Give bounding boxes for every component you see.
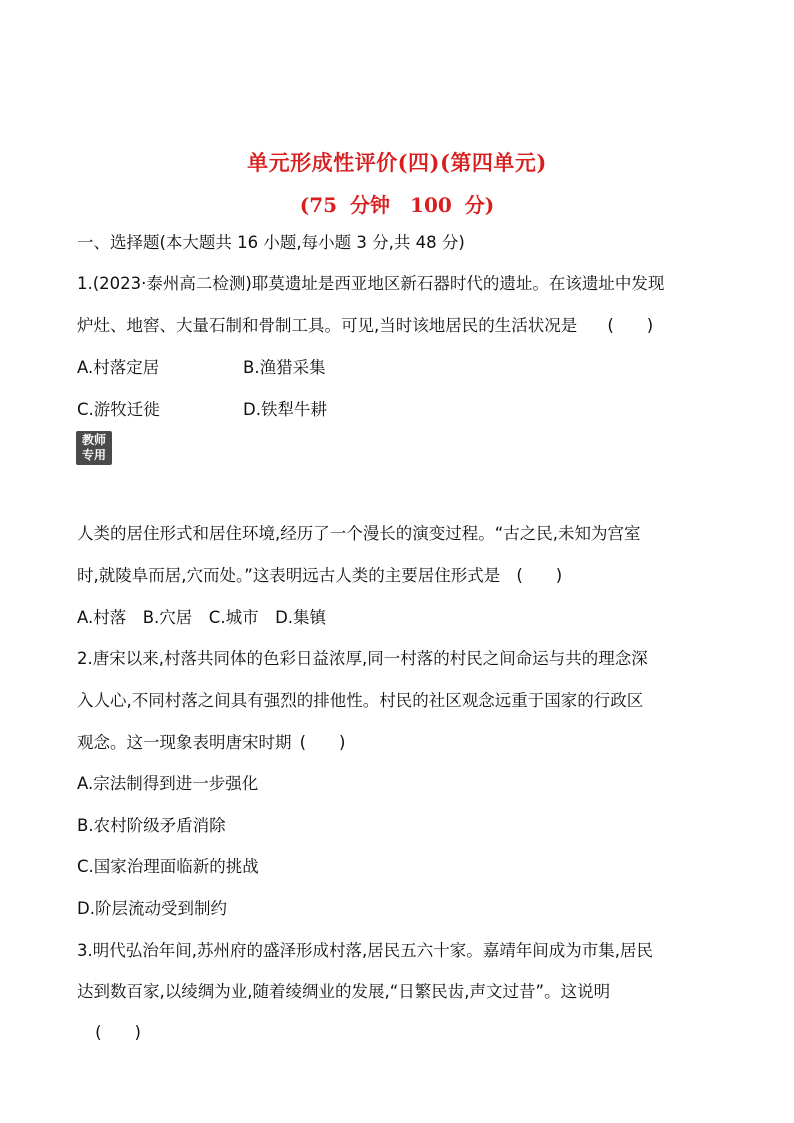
- q1-stem-line2: [77, 315, 653, 337]
- teacher-only-badge: [76, 431, 112, 465]
- q2-stem-text: 观念。这一现象表明唐宋时期: [77, 733, 292, 752]
- extra-stem-line2: [77, 565, 562, 587]
- q1-stem-text: 炉灶、地窖、大量石制和骨制工具。可见,当时该地居民的生活状况是: [77, 316, 578, 335]
- extra-stem-line1: 人类的居住形式和居住环境,经历了一个漫长的演变过程。“古之民,未知为宫室: [77, 524, 641, 543]
- q1-option-d[interactable]: D.铁犁牛耕: [243, 400, 327, 419]
- extra-stem-text: 时,就陵阜而居,穴而处。”这表明远古人类的主要居住形式是: [77, 566, 501, 585]
- q1-option-c[interactable]: C.游牧迁徙: [77, 400, 160, 419]
- q2-answer-paren[interactable]: ( ): [299, 733, 346, 752]
- q2-option-b[interactable]: B.农村阶级矛盾消除: [77, 816, 226, 835]
- q2-stem-line2: 入人心,不同村落之间具有强烈的排他性。村民的社区观念远重于国家的行政区: [77, 691, 644, 710]
- badge-line2: 专用: [81, 448, 106, 462]
- q3-answer-paren[interactable]: [95, 1022, 141, 1044]
- q1-answer-paren[interactable]: ( ): [607, 316, 654, 335]
- page-subtitle: (75 分钟 100 分): [299, 193, 495, 217]
- q1-option-b[interactable]: B.渔猎采集: [243, 358, 326, 377]
- q2-option-d[interactable]: D.阶层流动受到制约: [77, 899, 227, 918]
- q2-option-c[interactable]: C.国家治理面临新的挑战: [77, 857, 259, 876]
- section-heading: 一、选择题(本大题共 16 小题,每小题 3 分,共 48 分): [77, 233, 465, 252]
- extra-options[interactable]: A.村落 B.穴居 C.城市 D.集镇: [77, 608, 327, 627]
- q1-stem-line1: 1.(2023·泰州高二检测)耶莫遗址是西亚地区新石器时代的遗址。在该遗址中发现: [77, 274, 665, 293]
- q1-option-a[interactable]: A.村落定居: [77, 358, 160, 377]
- page-title: 单元形成性评价(四)(第四单元): [247, 150, 547, 175]
- q3-paren-text[interactable]: ( ): [95, 1023, 141, 1042]
- badge-line1: 教师: [81, 433, 106, 447]
- q3-stem-line1: 3.明代弘治年间,苏州府的盛泽形成村落,居民五六十家。嘉靖年间成为市集,居民: [77, 941, 653, 960]
- q2-stem-line1: 2.唐宋以来,村落共同体的色彩日益浓厚,同一村落的村民之间命运与共的理念深: [77, 649, 648, 668]
- q2-option-a[interactable]: A.宗法制得到进一步强化: [77, 774, 259, 793]
- q3-stem-line2: 达到数百家,以绫绸为业,随着绫绸业的发展,“日繁民齿,声文过昔”。这说明: [77, 982, 611, 1001]
- extra-answer-paren[interactable]: ( ): [516, 566, 563, 585]
- q2-stem-line3: [77, 732, 346, 754]
